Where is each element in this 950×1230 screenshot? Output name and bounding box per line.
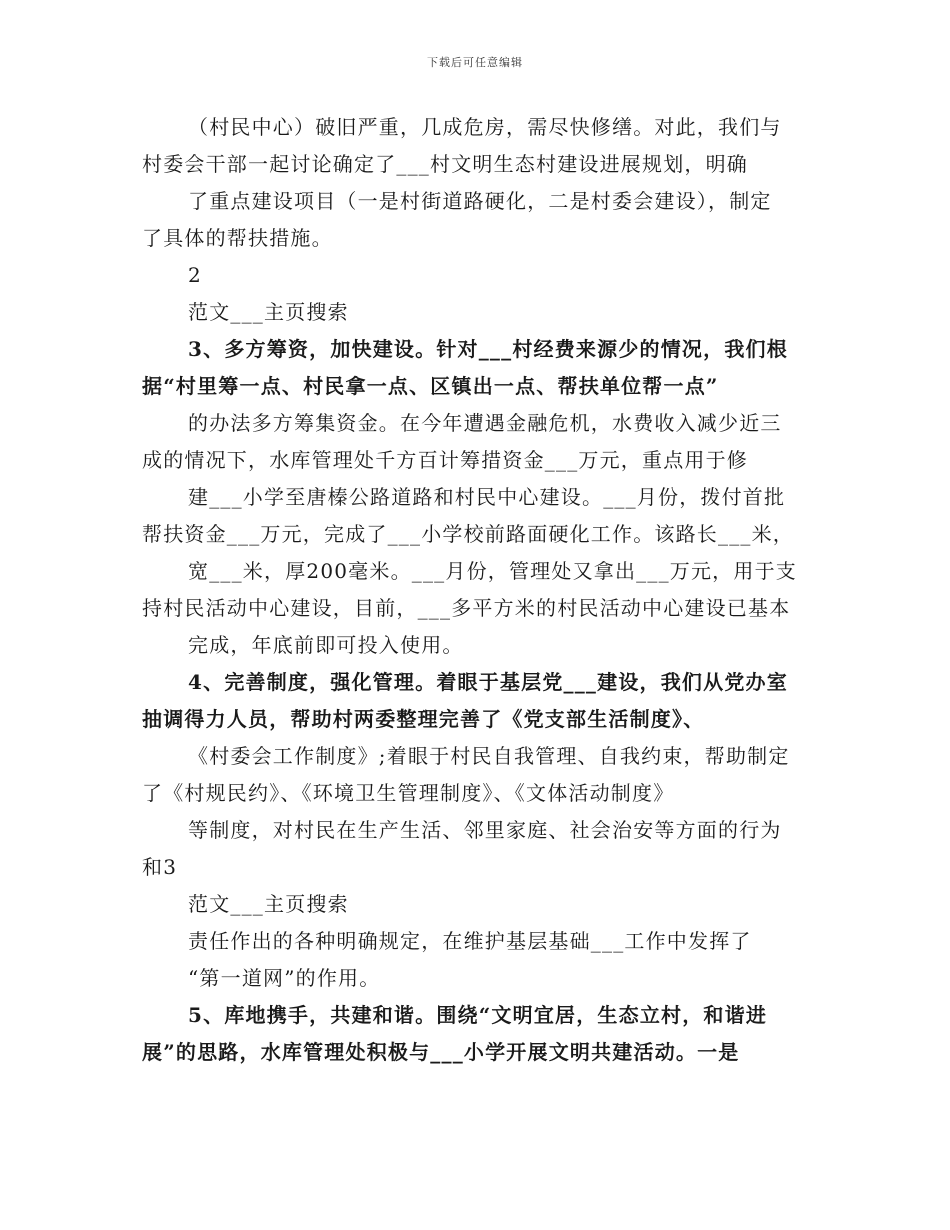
paragraph-line: 等制度，对村民在生产生活、邻里家庭、社会治安等方面的行为 (188, 818, 782, 842)
section-heading-4-cont: 抽调得力人员，帮助村两委整理完善了《党支部生活制度》、 (142, 707, 705, 731)
paragraph-line: （村民中心）破旧严重，几成危房，需尽快修缮。对此，我们与 (188, 115, 782, 139)
paragraph-line: 和3 (142, 855, 178, 879)
paragraph-line: 责任作出的各种明确规定，在维护基层基础___工作中发挥了 (188, 929, 752, 953)
paragraph-line: “第一道网”的作用。 (188, 966, 381, 990)
paragraph-line: 成的情况下，水库管理处千方百计筹措资金___万元，重点用于修 (142, 448, 748, 472)
paragraph-line: 了重点建设项目（一是村街道路硬化，二是村委会建设），制定 (188, 189, 772, 213)
paragraph-line: 完成，年底前即可投入使用。 (188, 633, 464, 657)
page-footer-search: 范文___主页搜索 (188, 300, 349, 324)
paragraph-line: 持村民活动中心建设，目前，___多平方米的村民活动中心建设已基本 (142, 596, 791, 620)
paragraph-line: 宽___米，厚200毫米。___月份，管理处又拿出___万元，用于支 (188, 559, 797, 583)
paragraph-line: 建___小学至唐榛公路道路和村民中心建设。___月份，拨付首批 (188, 485, 786, 509)
section-heading-3-cont: 据“村里筹一点、村民拿一点、区镇出一点、帮扶单位帮一点” (142, 374, 719, 398)
paragraph-line: 村委会干部一起讨论确定了___村文明生态村建设进展规划，明确 (142, 152, 748, 176)
header-note: 下载后可任意编辑 (427, 56, 523, 69)
section-heading-3: 3、多方筹资，加快建设。针对___村经费来源少的情况，我们根 (188, 337, 788, 361)
page-footer-search: 范文___主页搜索 (188, 892, 349, 916)
paragraph-line: 《村委会工作制度》;着眼于村民自我管理、自我约束，帮助制定 (188, 744, 790, 768)
paragraph-line: 了《村规民约》、《环境卫生管理制度》、《文体活动制度》 (142, 781, 675, 805)
section-heading-5: 5、库地携手，共建和谐。围绕“文明宜居，生态立村，和谐进 (188, 1003, 768, 1027)
section-heading-4: 4、完善制度，强化管理。着眼于基层党___建设，我们从党办室 (188, 670, 788, 694)
page-number: 2 (188, 263, 202, 287)
paragraph-line: 的办法多方筹集资金。在今年遭遇金融危机，水费收入减少近三 (188, 411, 782, 435)
paragraph-line: 帮扶资金___万元，完成了___小学校前路面硬化工作。该路长___米， (142, 522, 794, 546)
paragraph-line: 了具体的帮扶措施。 (142, 226, 333, 250)
section-heading-5-cont: 展”的思路，水库管理处积极与___小学开展文明共建活动。一是 (142, 1040, 740, 1064)
